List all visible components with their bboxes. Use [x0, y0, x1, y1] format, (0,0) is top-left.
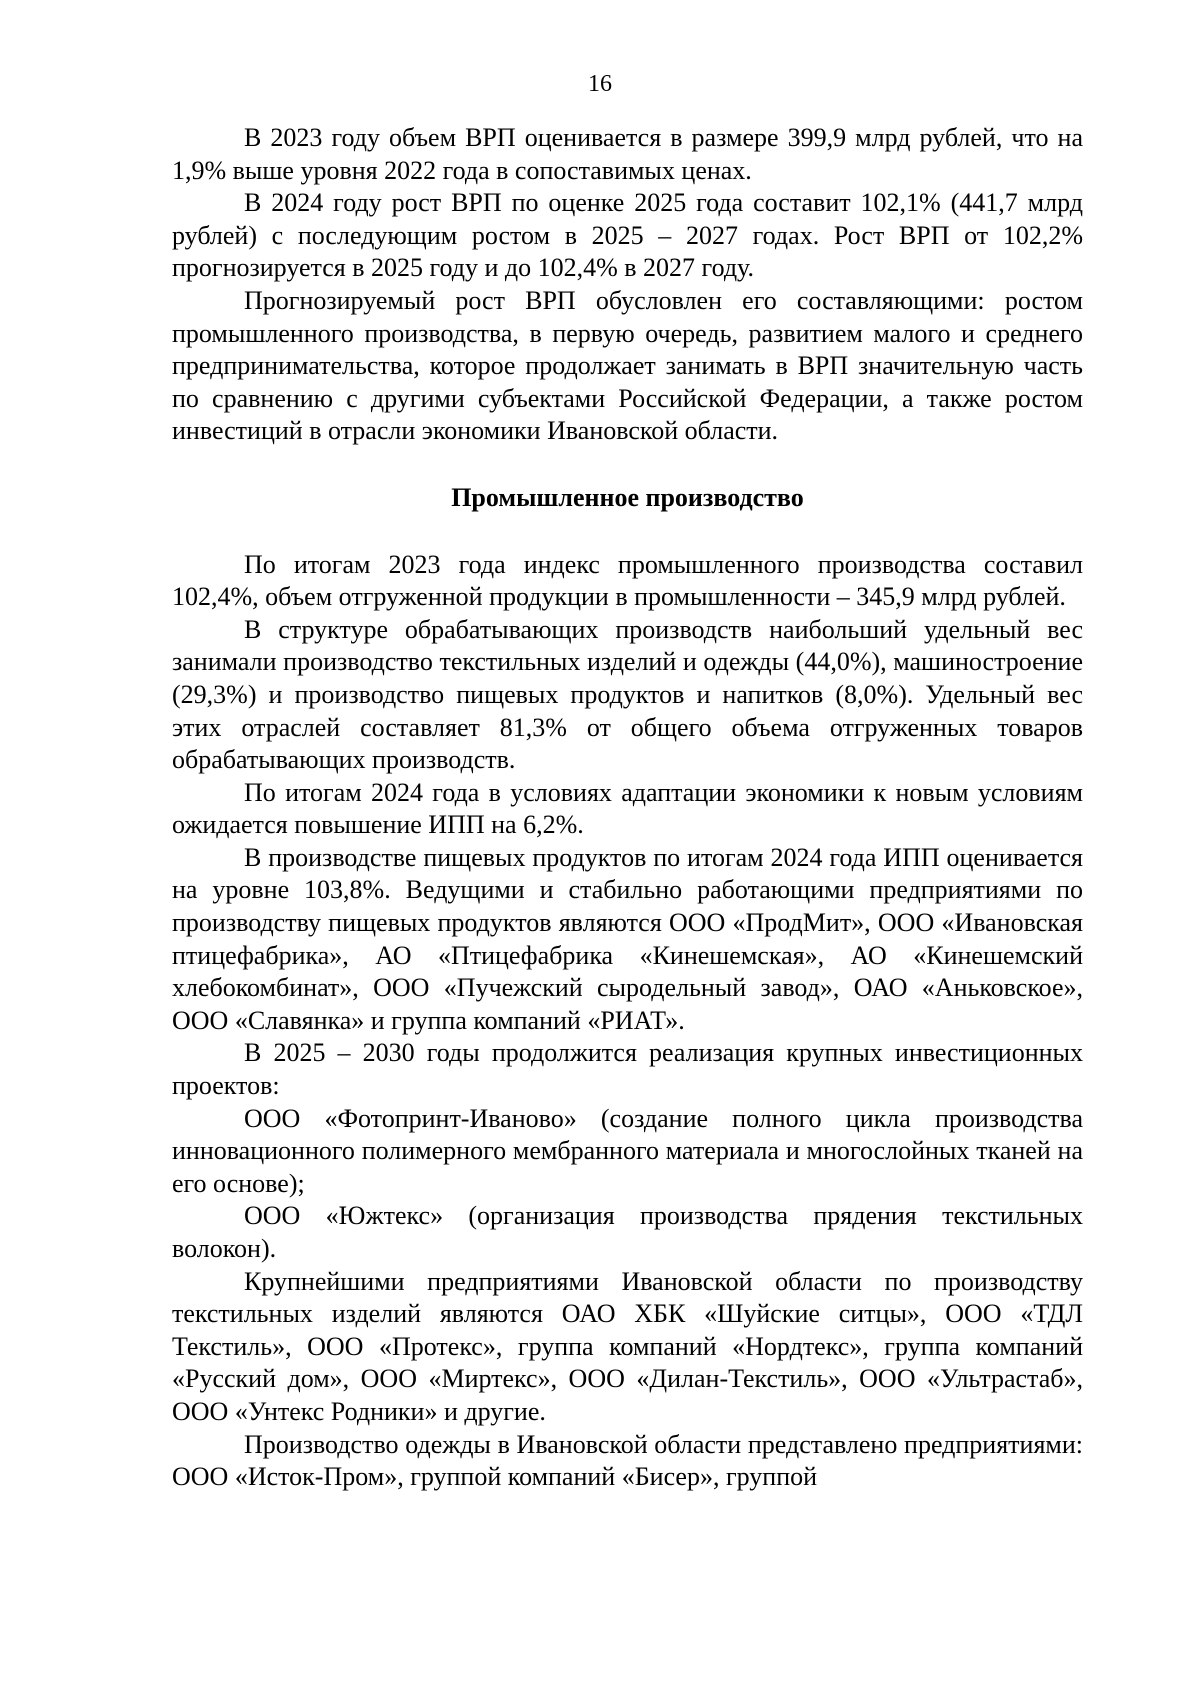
paragraph: В 2025 – 2030 годы продолжится реализация крупных инвестиционных проектов: [172, 1038, 1083, 1101]
paragraph: По итогам 2024 года в условиях адаптации экономики к новым условиям ожидается повышение ИПП на 6,2%. [172, 777, 1083, 840]
paragraph: Прогнозируемый рост ВРП обусловлен его составляющими: ростом промышленного производства, в первую очередь, развитием малого и среднего предпринимательства, которое продолжает занимать в ВРП значительную часть по сравнению с другими субъектами Российской Федерации, а также ростом инвестиций в отрасли экономики Ивановской области. [172, 285, 1083, 446]
paragraph: В структуре обрабатывающих производств наибольший удельный вес занимали производство текстильных изделий и одежды (44,0%), машиностроение (29,3%) и производство пищевых продуктов и напитков (8,0%). Удельный вес этих отраслей составляет 81,3% от общего объема отгруженных товаров обрабатывающих производств. [172, 614, 1083, 775]
paragraph: В 2024 году рост ВРП по оценке 2025 года составит 102,1% (441,7 млрд рублей) с последующим ростом в 2025 – 2027 годах. Рост ВРП от 102,2% прогнозируется в 2025 году и до 102,4% в 2027 году. [172, 188, 1083, 283]
page-number: 16 [588, 71, 612, 97]
paragraph: В производстве пищевых продуктов по итогам 2024 года ИПП оценивается на уровне 103,8%. Ведущими и стабильно работающими предприятиями по производству пищевых продуктов являются ООО «ПродМит», ООО «Ивановская птицефабрика», АО «Птицефабрика «Кинешемская», АО «Кинешемский хлебокомбинат», ООО «Пучежский сыродельный завод», ОАО «Аньковское», ООО «Славянка» и группа компаний «РИАТ». [172, 842, 1083, 1035]
paragraph: Производство одежды в Ивановской области представлено предприятиями: ООО «Исток-Пром», группой компаний «Бисер», группой [172, 1429, 1083, 1492]
paragraph: Крупнейшими предприятиями Ивановской области по производству текстильных изделий являются ОАО ХБК «Шуйские ситцы», ООО «ТДЛ Текстиль», ООО «Протекс», группа компаний «Нордтекс», группа компаний «Русский дом», ООО «Миртекс», ООО «Дилан-Текстиль», ООО «Ультрастаб», ООО «Унтекс Родники» и другие. [172, 1266, 1083, 1426]
section-heading: Промышленное производство [451, 482, 804, 512]
document-body [172, 122, 1083, 1494]
paragraph: В 2023 году объем ВРП оценивается в размере 399,9 млрд рублей, что на 1,9% выше уровня 2022 года в сопоставимых ценах. [172, 123, 1083, 185]
paragraph: По итогам 2023 года индекс промышленного производства составил 102,4%, объем отгруженной продукции в промышленности – 345,9 млрд рублей. [172, 549, 1083, 612]
paragraph: ООО «Фотопринт-Иваново» (создание полного цикла производства инновационного полимерного мембранного материала и многослойных тканей на его основе); [172, 1103, 1083, 1198]
paragraph: ООО «Южтекс» (организация производства прядения текстильных волокон). [172, 1201, 1083, 1263]
